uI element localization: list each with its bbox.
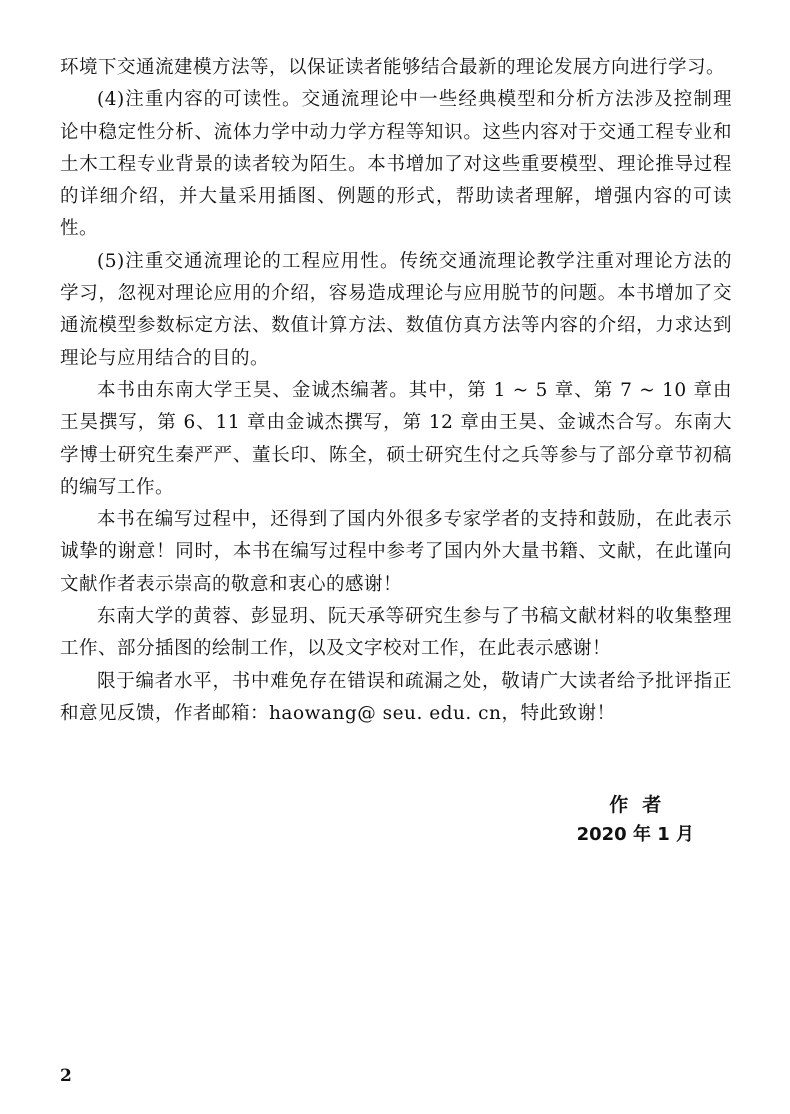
page-number: 2	[60, 1066, 72, 1086]
paragraph-acknowledgement-students: 东南大学的黄蓉、彭显玥、阮天承等研究生参与了书稿文献材料的收集整理工作、部分插图的绘制工作，以及文字校对工作，在此表示感谢！	[60, 606, 732, 660]
paragraph-feedback: 限于编者水平，书中难免存在错误和疏漏之处，敬请广大读者给予批评指正和意见反馈，作者邮箱：haowang@ seu. edu. cn，特此致谢！	[60, 670, 732, 724]
signature-date: 2020 年 1 月	[576, 824, 694, 845]
paragraph-acknowledgement-experts: 本书在编写过程中，还得到了国内外很多专家学者的支持和鼓励，在此表示诚挚的谢意！同时，本书在编写过程中参考了国内外大量书籍、文献，在此谨向文献作者表示崇高的敬意和衷心的感谢！	[60, 509, 732, 595]
body-text	[60, 52, 732, 730]
signature-block	[577, 790, 694, 850]
paragraph-readability: (4)注重内容的可读性。交通流理论中一些经典模型和分析方法涉及控制理论中稳定性分析、流体力学中动力学方程等知识。这些内容对于交通工程专业和土木工程专业背景的读者较为陌生。本书增加了对这些重要模型、理论推导过程的详细介绍，并大量采用插图、例题的形式，帮助读者理解，增强内容的可读性。	[60, 89, 732, 240]
paragraph-authorship: 本书由东南大学王昊、金诚杰编著。其中，第 1 ~ 5 章、第 7 ~ 10 章由王昊撰写，第 6、11 章由金诚杰撰写，第 12 章由王昊、金诚杰合写。东南大学博士研究生秦严严、董长印、陈全，硕士研究生付之兵等参与了部分章节初稿的编写工作。	[60, 379, 732, 498]
signature-author: 作者	[609, 794, 676, 816]
paragraph-continuation: 环境下交通流建模方法等，以保证读者能够结合最新的理论发展方向进行学习。	[60, 57, 726, 78]
paragraph-engineering-application: (5)注重交通流理论的工程应用性。传统交通流理论教学注重对理论方法的学习，忽视对理论应用的介绍，容易造成理论与应用脱节的问题。本书增加了交通流模型参数标定方法、数值计算方法、数值仿真方法等内容的介绍，力求达到理论与应用结合的目的。	[60, 250, 732, 369]
